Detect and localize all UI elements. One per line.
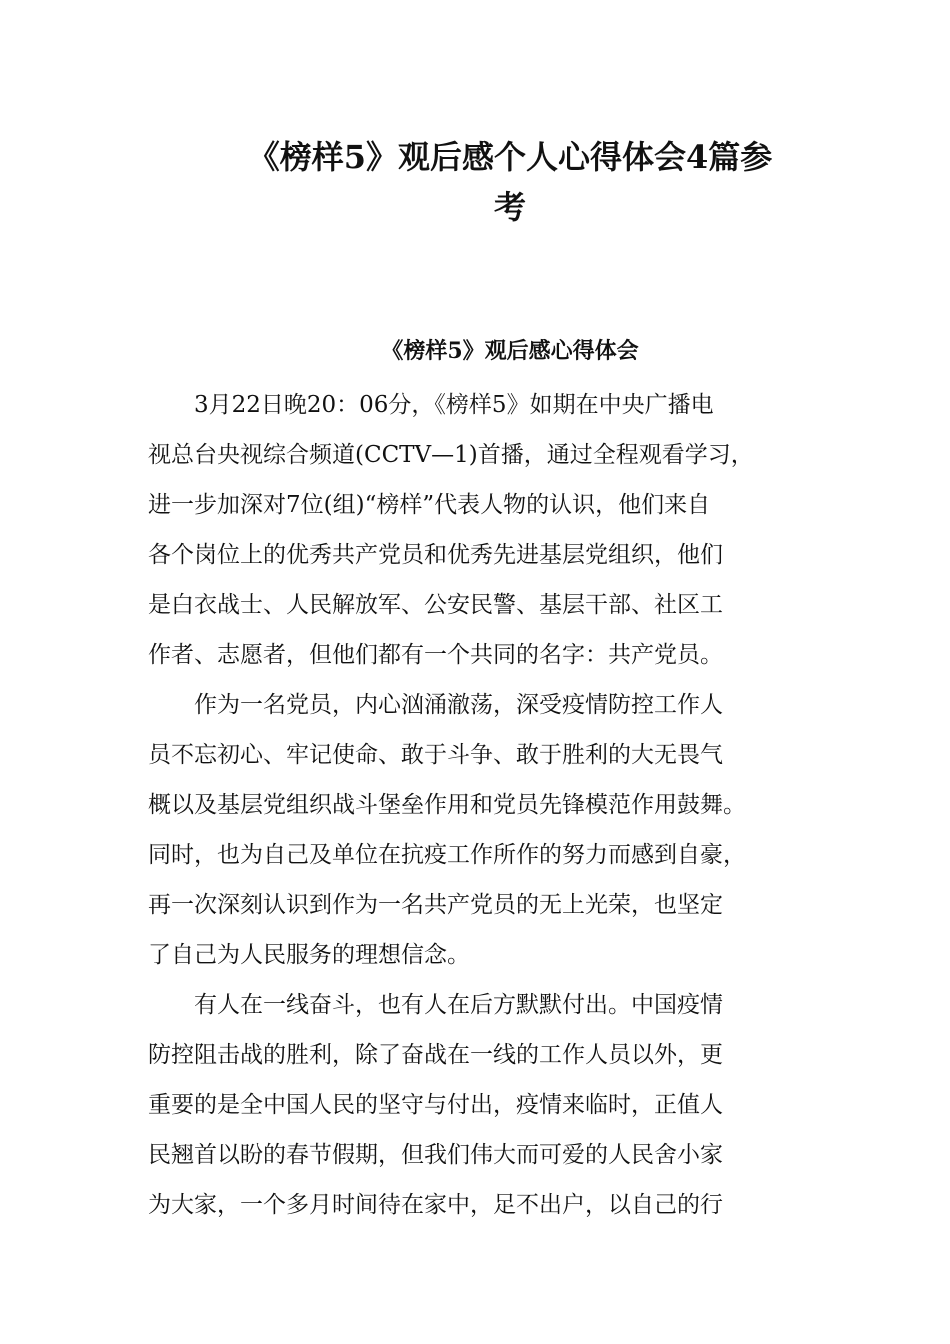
document-body: [148, 380, 808, 1230]
text-line: 3月22日晚20：06分，《榜样5》如期在中央广播电: [148, 392, 714, 418]
text-line: 了自己为人民服务的理想信念。: [148, 942, 470, 968]
text-line: 是白衣战士、人民解放军、公安民警、基层干部、社区工: [148, 592, 723, 618]
text-line: 作者、志愿者，但他们都有一个共同的名字：共产党员。: [148, 642, 723, 668]
paragraph-2: [148, 680, 808, 980]
text-line: 为大家，一个多月时间待在家中，足不出户，以自己的行: [148, 1192, 723, 1218]
text-line: 视总台央视综合频道(CCTV—1)首播，通过全程观看学习，: [148, 442, 754, 468]
paragraph-3: [148, 980, 808, 1230]
text-line: 民翘首以盼的春节假期，但我们伟大而可爱的人民舍小家: [148, 1142, 723, 1168]
text-line: 重要的是全中国人民的坚守与付出，疫情来临时，正值人: [148, 1092, 723, 1118]
text-line: 进一步加深对7位(组)“榜样”代表人物的认识，他们来自: [148, 492, 711, 518]
paragraph-1: [148, 380, 808, 680]
text-line: 有人在一线奋斗，也有人在后方默默付出。中国疫情: [148, 992, 723, 1018]
text-line: 员不忘初心、牢记使命、敢于斗争、敢于胜利的大无畏气: [148, 742, 723, 768]
text-line: 再一次深刻认识到作为一名共产党员的无上光荣，也坚定: [148, 892, 723, 918]
text-line: 防控阻击战的胜利，除了奋战在一线的工作人员以外，更: [148, 1042, 723, 1068]
text-line: 同时，也为自己及单位在抗疫工作所作的努力而感到自豪，: [148, 842, 746, 868]
title-line: 考: [493, 188, 526, 226]
document-title: [150, 132, 870, 232]
text-line: 各个岗位上的优秀共产党员和优秀先进基层党组织，他们: [148, 542, 723, 568]
text-line: 概以及基层党组织战斗堡垒作用和党员先锋模范作用鼓舞。: [148, 792, 746, 818]
section-heading: 《榜样5》观后感心得体会: [381, 338, 639, 364]
text-line: 作为一名党员，内心汹涌澈荡，深受疫情防控工作人: [148, 692, 723, 718]
title-line: 《榜样5》观后感个人心得体会4篇参: [247, 138, 773, 176]
